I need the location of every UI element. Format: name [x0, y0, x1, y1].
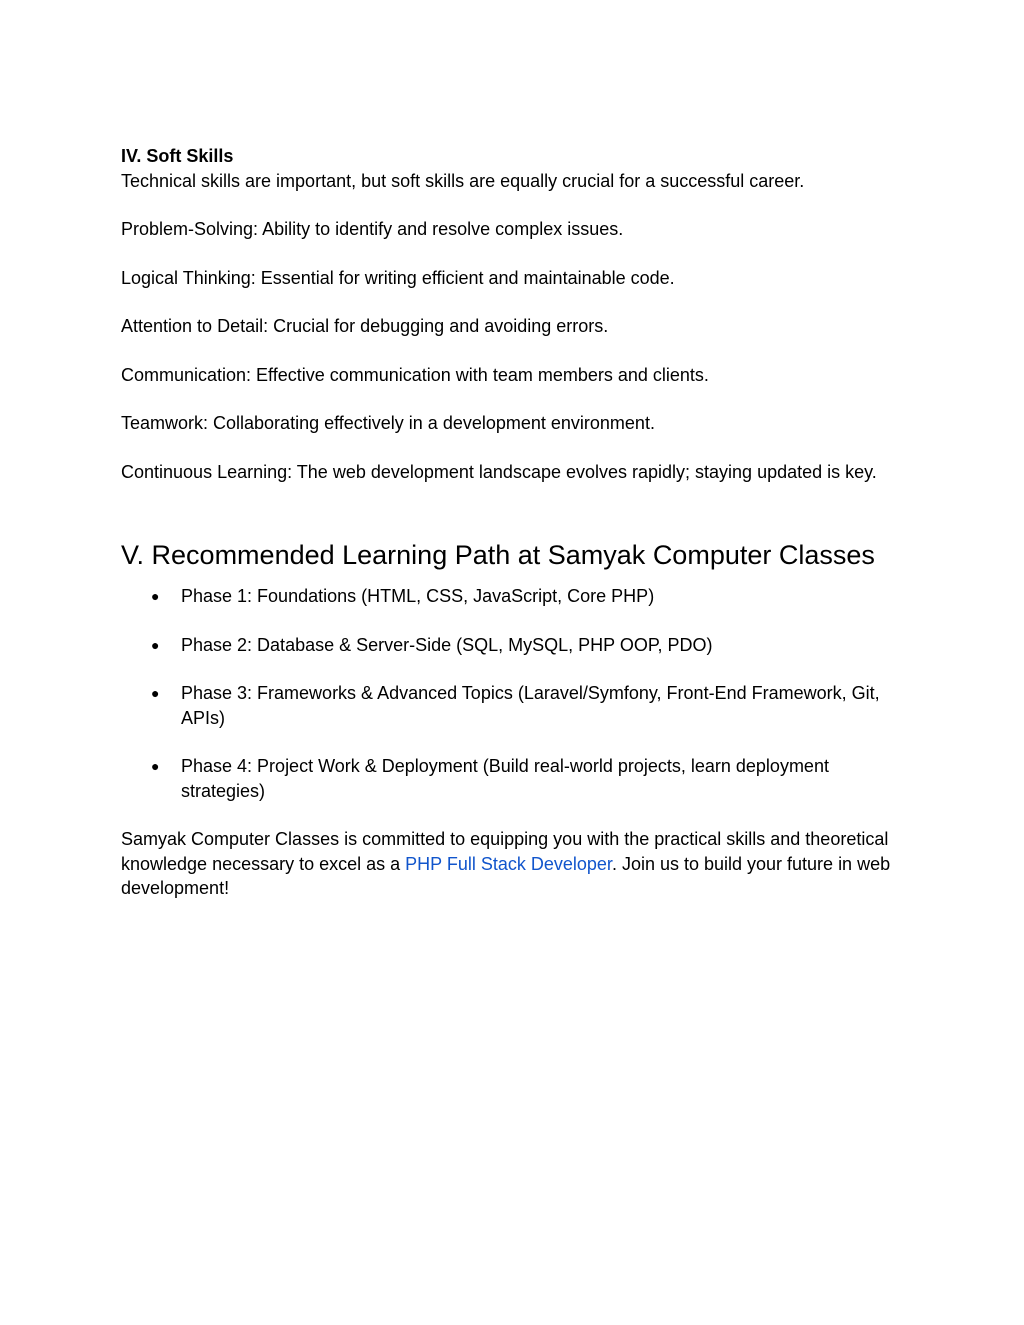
phase-3-text: Phase 3: Frameworks & Advanced Topics (Laravel/Symfony, Front-End Framework, Git, APIs) — [181, 683, 880, 728]
soft-skill-teamwork: Teamwork: Collaborating effectively in a development environment. — [121, 413, 655, 433]
soft-skills-intro: Technical skills are important, but soft skills are equally crucial for a successful career. — [121, 170, 805, 191]
bullet-icon: ● — [151, 685, 160, 701]
closing-text-before-link: Samyak Computer Classes is committed to equipping you with the practical skills and theoretical knowledge necessary to excel as a — [121, 829, 889, 874]
soft-skills-section — [121, 144, 911, 484]
learning-path-list — [121, 584, 911, 827]
phase-2-text: Phase 2: Database & Server-Side (SQL, MySQL, PHP OOP, PDO) — [181, 634, 713, 655]
soft-skills-heading: IV. Soft Skills — [121, 146, 234, 166]
list-item-phase-3 — [121, 681, 911, 730]
bullet-icon: ● — [151, 588, 160, 604]
php-full-stack-developer-link[interactable]: PHP Full Stack Developer — [405, 853, 612, 874]
learning-path-heading: V. Recommended Learning Path at Samyak Computer Classes — [121, 540, 875, 570]
closing-paragraph — [121, 827, 911, 901]
soft-skill-problem-solving: Problem-Solving: Ability to identify and resolve complex issues. — [121, 219, 624, 239]
bullet-icon: ● — [151, 636, 160, 653]
soft-skill-communication: Communication: Effective communication with team members and clients. — [121, 364, 709, 385]
soft-skill-attention-to-detail: Attention to Detail: Crucial for debugging and avoiding errors. — [121, 316, 609, 336]
list-item-phase-1 — [121, 584, 911, 609]
list-item-phase-2 — [121, 633, 911, 658]
closing-text-after-link: . Join us to build your future in web development! — [121, 853, 891, 898]
phase-4-text: Phase 4: Project Work & Deployment (Build real-world projects, learn deployment strategies) — [181, 756, 829, 801]
phase-1-text: Phase 1: Foundations (HTML, CSS, JavaScript, Core PHP) — [181, 586, 655, 606]
list-item-phase-4 — [121, 754, 911, 803]
bullet-icon: ● — [151, 758, 160, 774]
soft-skill-logical-thinking: Logical Thinking: Essential for writing efficient and maintainable code. — [121, 267, 675, 288]
soft-skill-continuous-learning: Continuous Learning: The web development landscape evolves rapidly; staying updated is key. — [121, 461, 877, 482]
